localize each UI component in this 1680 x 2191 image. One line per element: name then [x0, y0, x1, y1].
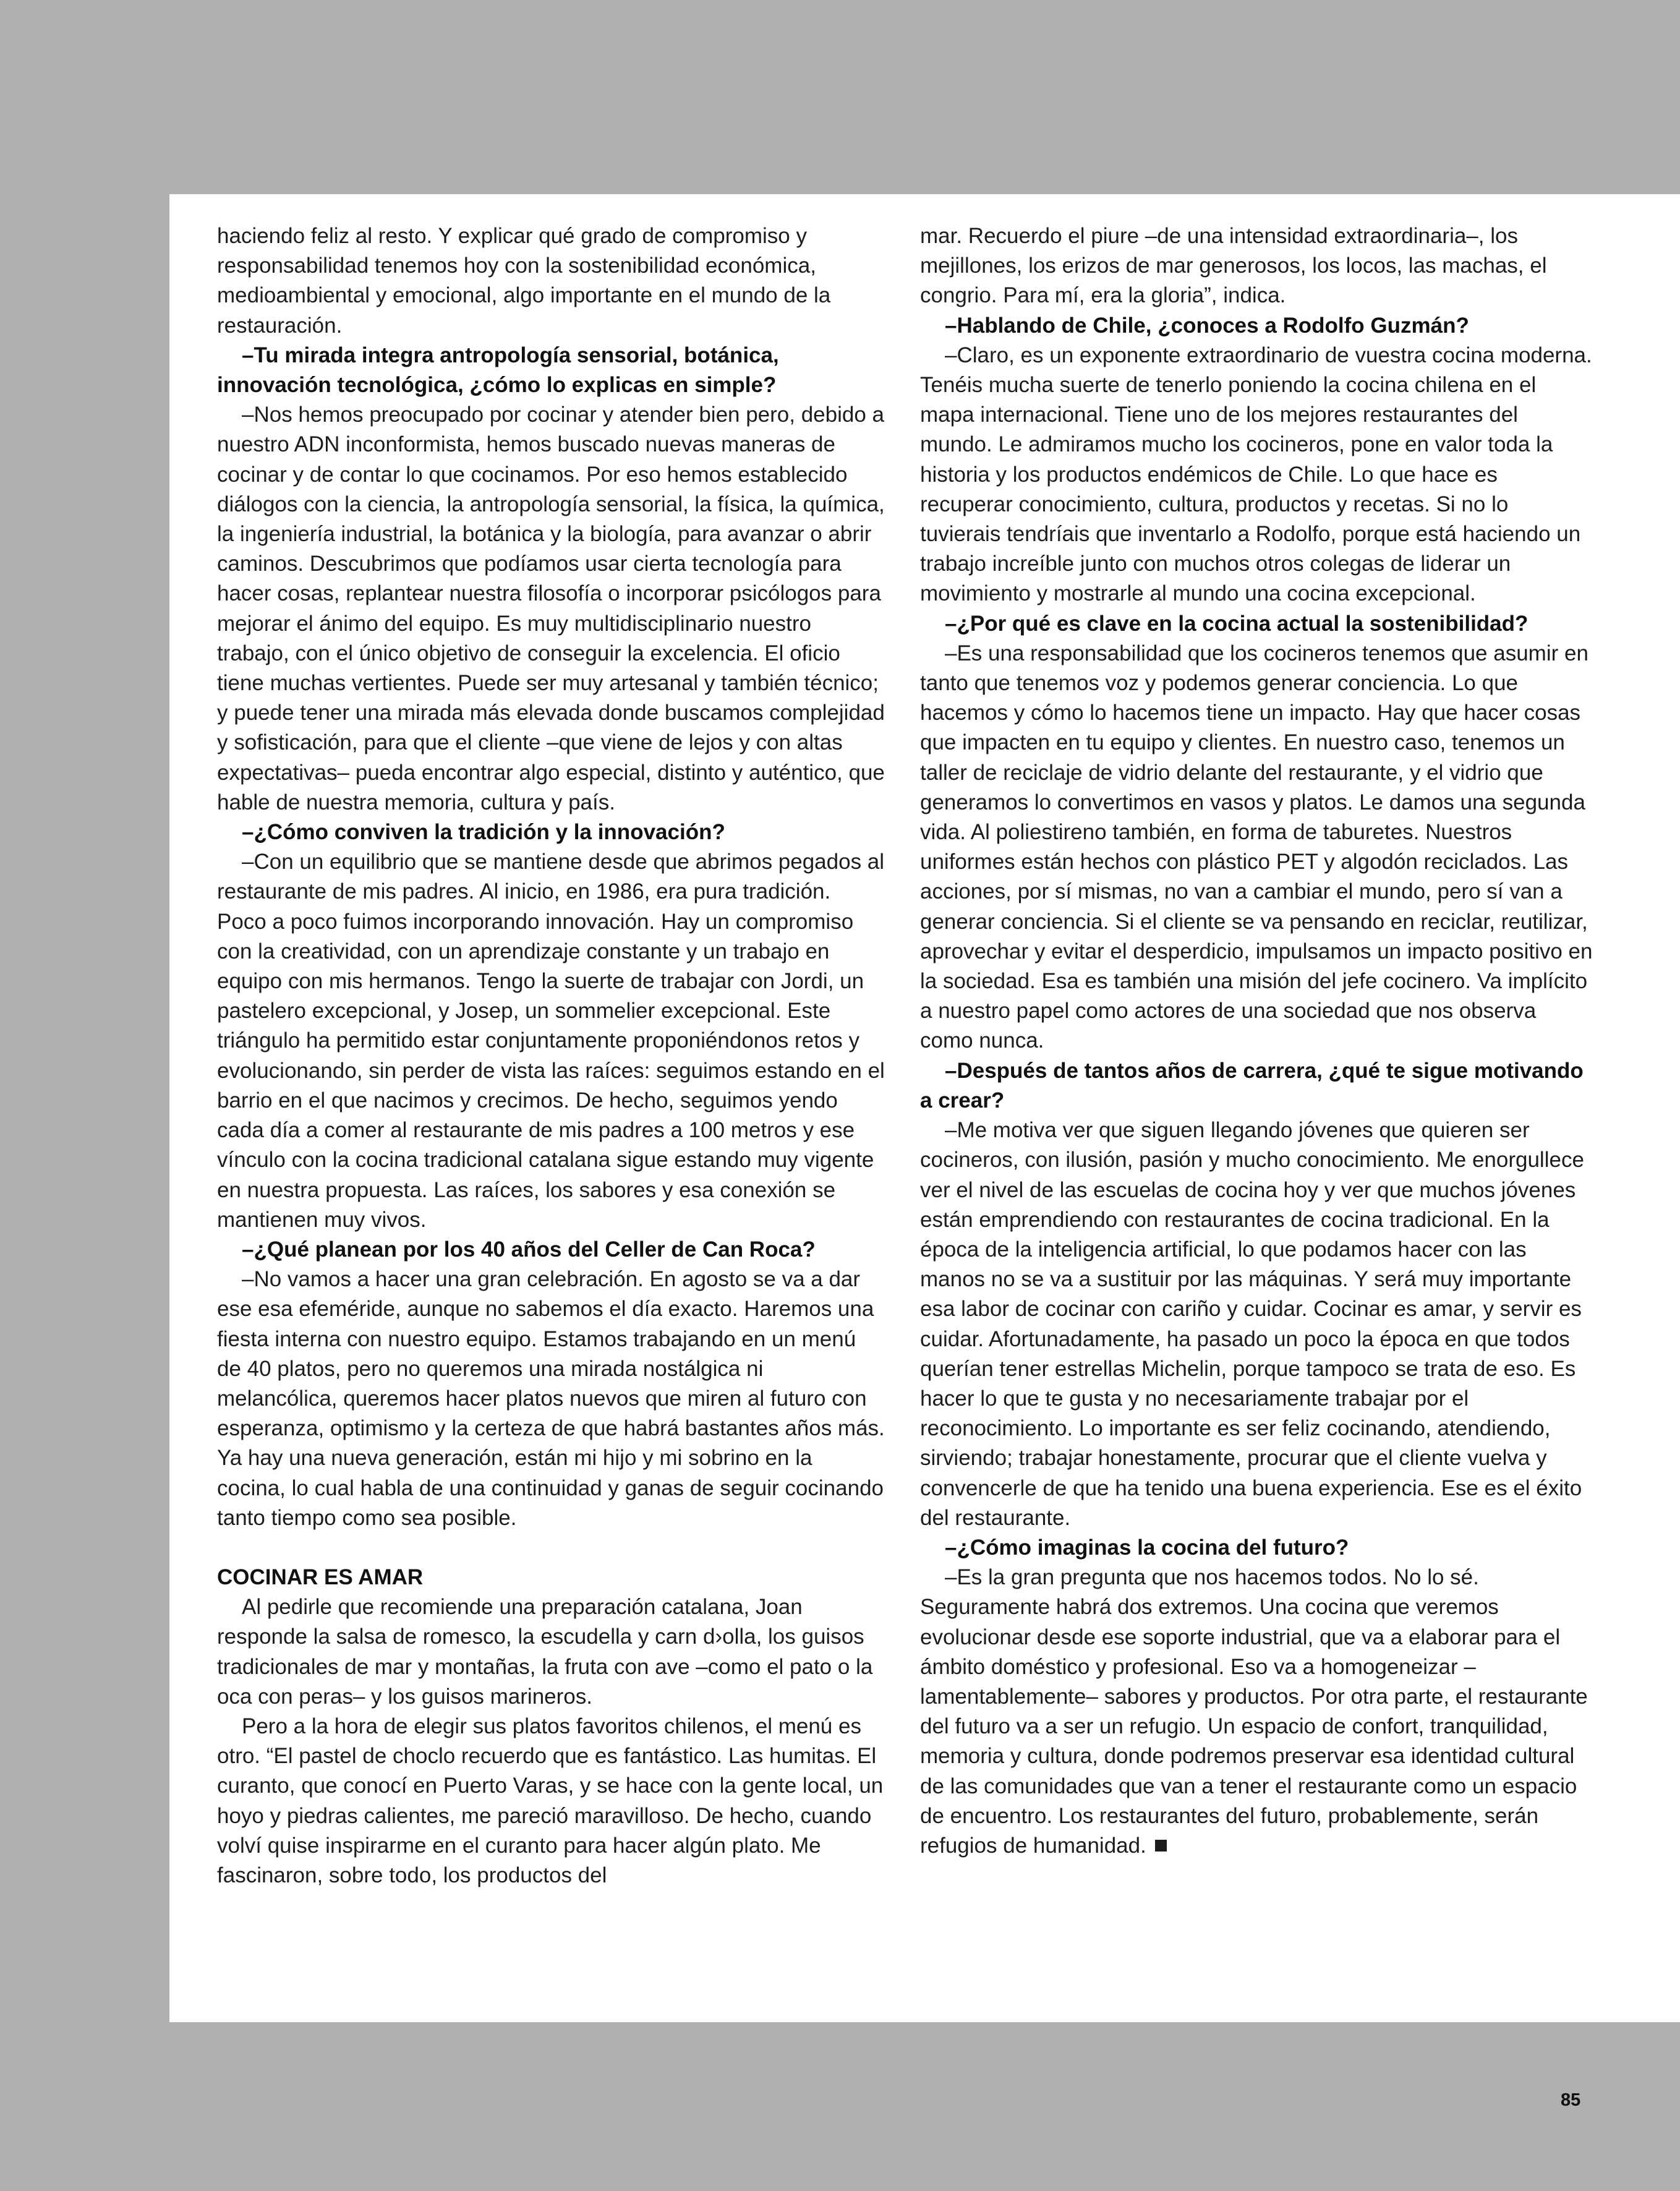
interview-answer: –Nos hemos preocupado por cocinar y atender bien pero, debido a nuestro ADN inconformista, hemos buscado nuevas maneras de cocinar y de contar lo que cocinamos. Por eso hemos establecido diálogos con la ciencia, la antropología sensorial, la física, la química, la ingeniería industrial, la botánica y la biología, para avanzar o abrir caminos. Descubrimos que podíamos usar cierta tecnología para hacer cosas, replantear nuestra filosofía o incorporar psicólogos para mejorar el ánimo del equipo. Es muy multidisciplinario nuestro trabajo, con el único objetivo de conseguir la excelencia. El oficio tiene muchas vertientes. Puede ser muy artesanal y también técnico; y puede tener una mirada más elevada donde buscamos complejidad y sofisticación, para que el cliente –que viene de lejos y con altas expectativas– pueda encontrar algo especial, distinto y auténtico, que hable de nuestra memoria, cultura y país.: [217, 403, 885, 814]
interview-answer: –Claro, es un exponente extraordinario de vuestra cocina moderna. Tenéis mucha suerte de tenerlo poniendo la cocina chilena en el mapa internacional. Tiene uno de los mejores restaurantes del mundo. Le admiramos mucho los cocineros, pone en valor toda la historia y los productos endémicos de Chile. Lo que hace es recuperar conocimiento, cultura, productos y recetas. Si no lo tuvierais tendríais que inventarlo a Rodolfo, porque está haciendo un trabajo increíble junto con muchos otros colegas de liderar un movimiento y mostrarle al mundo una cocina excepcional.: [920, 343, 1592, 606]
interview-question: –Tu mirada integra antropología sensorial, botánica, innovación tecnológica, ¿cómo lo explicas en simple?: [217, 343, 779, 398]
interview-question: –Hablando de Chile, ¿conoces a Rodolfo Guzmán?: [945, 313, 1469, 338]
section-heading: COCINAR ES AMAR: [217, 1565, 424, 1589]
page-number: 85: [1561, 2090, 1581, 2110]
interview-question: –¿Por qué es clave en la cocina actual la sostenibilidad?: [945, 611, 1529, 636]
body-paragraph: Al pedirle que recomiende una preparación catalana, Joan responde la salsa de romesco, la escudella y carn d›olla, los guisos tradicionales de mar y montañas, la fruta con ave –como el pato o la oca con peras– y los guisos marineros.: [217, 1595, 873, 1709]
body-paragraph: Pero a la hora de elegir sus platos favoritos chilenos, el menú es otro. “El pastel de choclo recuerdo que es fantástico. Las humitas. El curanto, que conocí en Puerto Varas, y se hace con la gente local, un hoyo y piedras calientes, me pareció maravilloso. De hecho, cuando volví quise inspirarme en el curanto para hacer algún plato. Me fascinaron, sobre todo, los productos del: [217, 1714, 884, 1887]
final-answer-text: –Es la gran pregunta que nos hacemos todos. No lo sé. Seguramente habrá dos extremos. Una cocina que veremos evolucionar desde ese soporte industrial, que va a elaborar para el ámbito doméstico y profesional. Eso va a homogeneizar –lamentablemente– sabores y productos. Por otra parte, el restaurante del futuro va a ser un refugio. Un espacio de confort, tranquilidad, memoria y cultura, donde podremos preservar esa identidad cultural de las comunidades que van a tener el restaurante como un espacio de encuentro. Los restaurantes del futuro, probablemente, serán refugios de humanidad.: [920, 1565, 1588, 1858]
interview-answer-final: [920, 1563, 1594, 1861]
interview-answer: –Con un equilibrio que se mantiene desde que abrimos pegados al restaurante de mis padres. Al inicio, en 1986, era pura tradición. Poco a poco fuimos incorporando innovación. Hay un compromiso con la creatividad, con un aprendizaje constante y un trabajo en equipo con mis hermanos. Tengo la suerte de trabajar con Jordi, un pastelero excepcional, y Josep, un sommelier excepcional. Este triángulo ha permitido estar conjuntamente proponiéndonos retos y evolucionando, sin perder de vista las raíces: seguimos estando en el barrio en el que nacimos y crecimos. De hecho, seguimos yendo cada día a comer al restaurante de mis padres a 100 metros y ese vínculo con la cocina tradicional catalana sigue estando muy vigente en nuestra propuesta. Las raíces, los sabores y esa conexión se mantienen muy vivos.: [217, 850, 885, 1232]
interview-question: –¿Cómo conviven la tradición y la innovación?: [242, 820, 725, 845]
interview-question: –¿Qué planean por los 40 años del Celler de Can Roca?: [242, 1237, 816, 1262]
left-column: [217, 221, 885, 1890]
interview-answer: –No vamos a hacer una gran celebración. En agosto se va a dar ese esa efeméride, aunque no sabemos el día exacto. Haremos una fiesta interna con nuestro equipo. Estamos trabajando en un menú de 40 platos, pero no queremos una mirada nostálgica ni melancólica, queremos hacer platos nuevos que miren al futuro con esperanza, optimismo y la certeza de que habrá bastantes años más. Ya hay una nueva generación, están mi hijo y mi sobrino en la cocina, lo cual habla de una continuidad y ganas de seguir cocinando tanto tiempo como sea posible.: [217, 1267, 885, 1530]
right-column: [920, 221, 1594, 1861]
end-of-article-square-icon: [1155, 1840, 1167, 1851]
interview-question: –Después de tantos años de carrera, ¿qué te sigue motivando a crear?: [920, 1058, 1584, 1113]
interview-answer: –Es una responsabilidad que los cocineros tenemos que asumir en tanto que tenemos voz y podemos generar conciencia. Lo que hacemos y cómo lo hacemos tiene un impacto. Hay que hacer cosas que impacten en tu equipo y clientes. En nuestro caso, tenemos un taller de reciclaje de vidrio delante del restaurante, y el vidrio que generamos lo convertimos en vasos y platos. Le damos una segunda vida. Al poliestireno también, en forma de taburetes. Nuestros uniformes están hechos con plástico PET y algodón reciclados. Las acciones, por sí mismas, no van a cambiar el mundo, pero sí van a generar conciencia. Si el cliente se va pensando en reciclar, reutilizar, aprovechar y evitar el desperdicio, impulsamos un impacto positivo en la sociedad. Esa es también una misión del jefe cocinero. Va implícito a nuestro papel como actores de una sociedad que nos observa como nunca.: [920, 641, 1593, 1053]
paragraph-continuation: mar. Recuerdo el piure –de una intensidad extraordinaria–, los mejillones, los erizos de mar generosos, los locos, las machas, el congrio. Para mí, era la gloria”, indica.: [920, 224, 1547, 308]
interview-question: –¿Cómo imaginas la cocina del futuro?: [945, 1535, 1349, 1560]
paragraph-continuation: haciendo feliz al resto. Y explicar qué grado de compromiso y responsabilidad tenemos hoy con la sostenibilidad económica, medioambiental y emocional, algo importante en el mundo de la restauración.: [217, 224, 831, 338]
interview-answer: –Me motiva ver que siguen llegando jóvenes que quieren ser cocineros, con ilusión, pasión y mucho conocimiento. Me enorgullece ver el nivel de las escuelas de cocina hoy y ver que muchos jóvenes están emprendiendo con restaurantes de cocina tradicional. En la época de la inteligencia artificial, lo que podamos hacer con las manos no se va a sustituir por las máquinas. Y será muy importante esa labor de cocinar con cariño y cuidar. Cocinar es amar, y servir es cuidar. Afortunadamente, ha pasado un poco la época en que todos querían tener estrellas Michelin, porque tampoco se trata de eso. Es hacer lo que te gusta y no necesariamente trabajar por el reconocimiento. Lo importante es ser feliz cocinando, atendiendo, sirviendo; trabajar honestamente, procurar que el cliente vuelva y convencerle de que ha tenido una buena experiencia. Ese es el éxito del restaurante.: [920, 1118, 1584, 1530]
